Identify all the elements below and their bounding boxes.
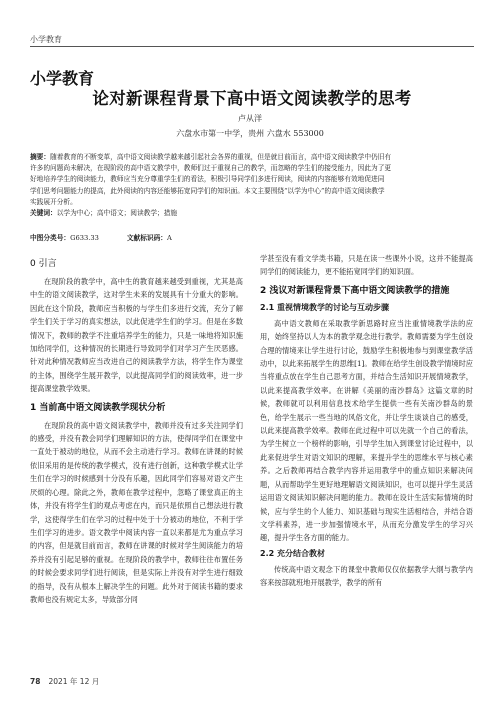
subsection-heading-2-1: 2.1 重视情境教学的讨论与互动步骤 bbox=[260, 302, 389, 312]
article-title: 论对新课程背景下高中语文阅读教学的思考 bbox=[92, 89, 412, 108]
keywords-label: 关键词： bbox=[30, 209, 57, 218]
abstract-line-5: 实践展开分析。 bbox=[30, 197, 77, 206]
abstract-line-1 bbox=[30, 152, 474, 163]
section-1-paragraph: 在现阶段的高中语文阅读教学中，教师并没有过多关注同学们的感受，并没有教会同学们理解知识的方法，使得同学们在课堂中一直处于被动的地位，从而不会主动进行学习。教师在讲课的时候依旧采用的是传统的教学模式，没有进行创新，这种教学模式让学生们在学习的时候感到十分没有乐趣，因此同学们容易对语文产生厌烦的心理。除此之外，教师在教学过程中，忽略了课堂真正的主体，并没有将学生们的观点考虑在内，而只是依照自己想法进行教学，这使得学生们在学习的过程中处于十分被动的地位，不利于学生们学习的进步。语文教学中阅读内容一直以来都是尤为重点学习的内容，但是就目前而言，教师在讲课的时候对学生阅读能力的培养并没有引起足够的重视。在现阶段的教学中，教师往往布置任务的时候会要求同学们进行阅读，但是实际上并没有对学生进行细致的指导，没有从根本上解决学生的问题。此外对于阅读书籍的要求教师也没有规定太多，导致部分同 bbox=[30, 420, 243, 604]
doc-code-value: A bbox=[167, 234, 172, 242]
clc-label: 中图分类号： bbox=[30, 234, 71, 242]
section-heading-2: 2 浅议对新课程背景下高中语文阅读教学的措施 bbox=[260, 285, 450, 296]
right-column bbox=[260, 252, 473, 590]
left-column bbox=[30, 252, 243, 606]
page-footer bbox=[30, 676, 99, 687]
abstract-line-3: 好地培养学生的阅读能力，教师应当充分尊重学生们的看法，积极引导同学们多进行阅读，阅读的内容能够有效地促进同 bbox=[30, 175, 385, 184]
keywords-text: 以学为中心；高中语文；阅读教学；措施 bbox=[56, 209, 178, 218]
header-divider bbox=[30, 46, 474, 47]
subsection-2-2-paragraph: 传统高中语文观念下的课堂中教师仅仅依据教学大纲与教学内容来按部就班地开展教学，教学的所有 bbox=[260, 564, 473, 588]
subsection-2-1-paragraph: 高中语文教师在采取教学新思路时应当注重情境教学法的应用，始终坚持以人为本的教学观念进行教学。教师需要为学生创设合理的情境来让学生进行讨论，鼓励学生积极地参与到课堂教学活动中，以此来拓展学生的思维[1]。教师在给学生创设教学情境时应当将重点放在学生自己思考方面，并结合生活知识开展情境教学，以此来提高教学效率。在讲解《美丽的南沙群岛》这篇文章的时候，教师就可以利用信息技术给学生提供一些有关南沙群岛的景色，给学生展示一些当地的风俗文化，并让学生谈谈自己的感受，以此来提高教学效率。教师在此过程中可以先就一个自己的看法，为学生树立一个榜样的影响，引导学生加入到课堂讨论过程中，以此来促进学生对语文知识的理解，来提升学生的思维水平与核心素养。之后教师再结合教学内容并运用教学中的重点知识来解决问题，从而帮助学生更好地理解语文阅读知识，也可以提升学生灵活运用语文阅读知识解决问题的能力。教师在设计生活实际情境的时候，应与学生的个人能力、知识基础与现实生活相结合，并结合语文学科素养，进一步加强情境水平，从而充分激发学生的学习兴趣，提升学生各方面的能力。 bbox=[260, 318, 473, 543]
page-number: 78 bbox=[30, 677, 41, 686]
issue-date: 2021 年 12 月 bbox=[48, 677, 100, 686]
continued-paragraph: 学甚至没有看文学类书籍，只是在读一些课外小说，这并不能提高同学们的阅读能力，更不能拓宽同学们的知识面。 bbox=[260, 254, 473, 277]
intro-paragraph: 在现阶段的教学中，高中生的教育越来越受到重视，尤其是高中生的语文阅读教学，这对学生未来的发展具有十分重大的影响。因此在这个阶段，教师应当积极的与学生们多进行交流，充分了解学生们关于学习的真实想法，以此促进学生们的学习。但是在多数情况下，教师的教学不注重培养学生的能力，只是一味地将知识施加给同学们，这种情况的长期进行导致同学们对学习产生厌恶感。针对此种情况教师应当改进自己的阅读教学方法，将学生作为课堂的主体，围绕学生展开教学，以此提高同学们的阅读效率，进一步提高课堂教学效果。 bbox=[30, 277, 243, 394]
author-affiliation: 六盘水市第一中学，贵州 六盘水 553000 bbox=[176, 129, 324, 138]
keywords bbox=[30, 208, 474, 219]
section-heading-intro: 0 引言 bbox=[30, 259, 57, 269]
abstract-line-2: 许多的问题尚未解决，在现阶段的高中语文教学中，教师们过于重视自己的教学，而忽略的学生们的接受能力，因此为了更 bbox=[30, 164, 392, 173]
classification-row bbox=[30, 232, 474, 242]
abstract-label: 摘要： bbox=[30, 153, 51, 161]
subsection-heading-2-2: 2.2 充分结合教材 bbox=[260, 548, 325, 558]
abstract bbox=[30, 152, 474, 219]
abstract-line-4: 学们思考问题能力的提高，此外阅读的内容还能够拓宽同学们的知识面。本文主要围绕“以学为中心”的高中语文阅读教学 bbox=[30, 186, 385, 195]
section-heading-1: 1 当前高中语文阅读教学现状分析 bbox=[30, 402, 166, 413]
author-name: 卢从洋 bbox=[238, 114, 262, 123]
journal-section-name: 小学教育 bbox=[30, 69, 95, 88]
abstract-text: 随着教育的不断变革，高中语文阅读教学越来越引起社会各界的重视，但是就目前而言，高中语文阅读教学中仍旧有 bbox=[50, 153, 392, 161]
running-head: 小学教育 bbox=[30, 35, 62, 44]
doc-code-label: 文献标识码： bbox=[126, 234, 167, 242]
clc-value: G633.33 bbox=[70, 234, 99, 242]
